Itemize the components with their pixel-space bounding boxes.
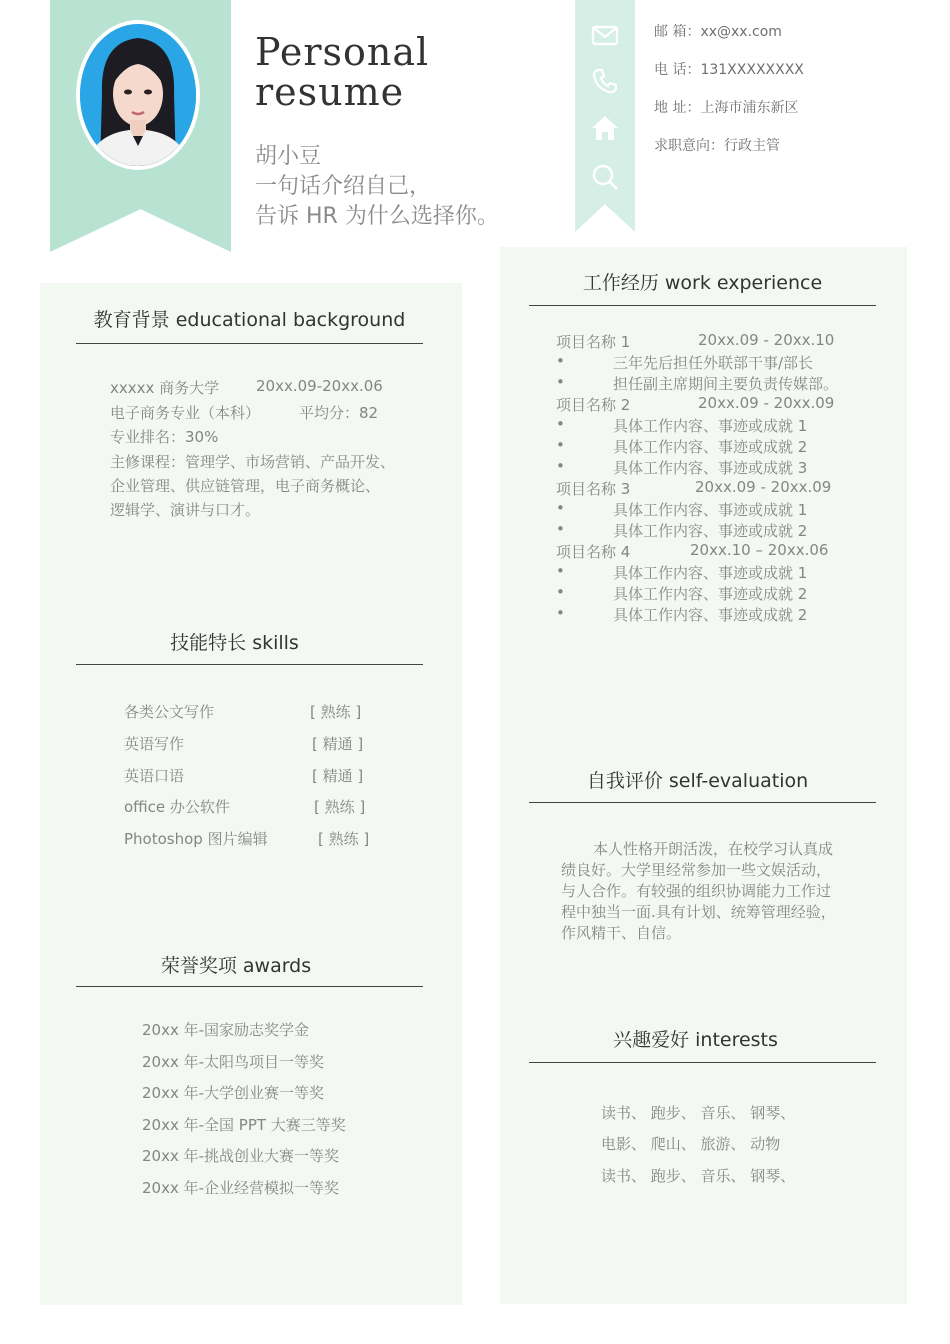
contact-objective	[654, 135, 780, 155]
intro-block	[255, 142, 499, 232]
self-eval-title: 自我评价 self-evaluation	[586, 770, 809, 792]
education-gpa: 平均分：82	[299, 404, 379, 422]
education-divider	[76, 343, 423, 344]
project-item: 具体工作内容、事迹或成就 1	[613, 564, 808, 582]
project-period: 20xx.09 - 20xx.09	[695, 478, 832, 496]
contact-phone-value: 131XXXXXXXX	[700, 62, 804, 78]
award-item: 20xx 年-企业经营模拟一等奖	[142, 1179, 340, 1197]
award-item: 20xx 年-大学创业赛一等奖	[142, 1084, 325, 1102]
education-major: 电子商务专业（本科）	[110, 404, 261, 422]
contact-phone	[654, 59, 804, 79]
intro-line-2: 告诉 HR 为什么选择你。	[255, 204, 499, 229]
bullet-icon: •	[556, 562, 565, 580]
contact-objective-value: 行政主管	[724, 138, 780, 154]
skill-level: [ 熟练 ]	[318, 830, 370, 848]
project-name: 项目名称 1	[556, 333, 631, 351]
skills-title: 技能特长 skills	[170, 632, 299, 654]
skill-name: Photoshop 图片编辑	[124, 830, 268, 848]
education-courses-1: 主修课程：管理学、市场营销、产品开发、	[110, 453, 396, 471]
bullet-icon: •	[556, 352, 565, 370]
self-eval-divider	[529, 802, 876, 803]
interests-title: 兴趣爱好 interests	[613, 1029, 778, 1051]
resume-title	[255, 32, 429, 112]
project-item: 具体工作内容、事迹或成就 2	[613, 522, 808, 540]
education-title: 教育背景 educational background	[93, 309, 406, 331]
contact-email	[654, 21, 782, 41]
awards-title: 荣誉奖项 awards	[160, 955, 312, 977]
education-period: 20xx.09-20xx.06	[256, 377, 383, 395]
interests-divider	[529, 1062, 876, 1063]
interests-line: 读书、 跑步、 音乐、 钢琴、	[601, 1104, 796, 1122]
project-item: 具体工作内容、事迹或成就 2	[613, 438, 808, 456]
project-item: 具体工作内容、事迹或成就 1	[613, 417, 808, 435]
contact-address-value: 上海市浦东新区	[700, 100, 799, 116]
contact-phone-label: 电 话：	[654, 62, 701, 78]
bullet-icon: •	[556, 373, 565, 391]
phone-icon	[590, 66, 620, 96]
skill-level: [ 熟练 ]	[310, 703, 362, 721]
skill-name: office 办公软件	[124, 798, 230, 816]
self-eval-line: 本人性格开朗活泼，在校学习认真成	[593, 840, 834, 858]
project-name: 项目名称 2	[556, 396, 631, 414]
interests-line: 电影、 爬山、 旅游、 动物	[601, 1135, 781, 1153]
awards-divider	[76, 986, 423, 987]
project-name: 项目名称 3	[556, 480, 631, 498]
title-line-2: resume	[255, 70, 405, 114]
bullet-icon: •	[556, 499, 565, 517]
bullet-icon: •	[556, 520, 565, 538]
bullet-icon: •	[556, 457, 565, 475]
project-item: 具体工作内容、事迹或成就 3	[613, 459, 808, 477]
contact-address-label: 地 址：	[654, 100, 701, 116]
contact-address	[654, 97, 798, 117]
education-school: xxxxx 商务大学	[110, 379, 220, 397]
education-courses-2: 企业管理、供应链管理，电子商务概论、	[110, 477, 381, 495]
skill-level: [ 精通 ]	[312, 735, 364, 753]
skill-name: 英语写作	[124, 735, 185, 753]
project-item: 担任副主席期间主要负责传媒部。	[613, 375, 839, 393]
self-eval-line: 程中独当一面.具有计划、统筹管理经验，	[561, 903, 836, 921]
bullet-icon: •	[556, 436, 565, 454]
skill-level: [ 精通 ]	[312, 767, 364, 785]
education-rank: 专业排名：30%	[110, 428, 219, 446]
project-item: 具体工作内容、事迹或成就 2	[613, 585, 808, 603]
skill-name: 各类公文写作	[124, 703, 215, 721]
contact-email-value: xx@xx.com	[700, 24, 782, 40]
self-eval-line: 作风精干、自信。	[561, 924, 682, 942]
avatar	[80, 24, 196, 166]
award-item: 20xx 年-太阳鸟项目一等奖	[142, 1053, 325, 1071]
work-divider	[529, 305, 876, 306]
project-period: 20xx.10 – 20xx.06	[690, 541, 829, 559]
project-item: 三年先后担任外联部干事/部长	[613, 354, 814, 372]
self-eval-line: 绩良好。大学里经常参加一些文娱活动，	[561, 861, 832, 879]
title-line-1: Personal	[255, 30, 430, 74]
skill-level: [ 熟练 ]	[314, 798, 366, 816]
bullet-icon: •	[556, 415, 565, 433]
contact-objective-label: 求职意向：	[654, 138, 724, 154]
project-item: 具体工作内容、事迹或成就 2	[613, 606, 808, 624]
award-item: 20xx 年-全国 PPT 大赛三等奖	[142, 1116, 346, 1134]
self-eval-line: 与人合作。有较强的组织协调能力工作过	[561, 882, 832, 900]
bullet-icon: •	[556, 604, 565, 622]
search-icon	[590, 162, 620, 192]
skill-name: 英语口语	[124, 767, 185, 785]
award-item: 20xx 年-挑战创业大赛一等奖	[142, 1147, 340, 1165]
work-title: 工作经历 work experience	[582, 272, 823, 294]
project-name: 项目名称 4	[556, 543, 631, 561]
bullet-icon: •	[556, 583, 565, 601]
contact-email-label: 邮 箱：	[654, 24, 701, 40]
project-item: 具体工作内容、事迹或成就 1	[613, 501, 808, 519]
project-period: 20xx.09 - 20xx.10	[698, 331, 835, 349]
avatar-portrait	[80, 24, 196, 166]
award-item: 20xx 年-国家励志奖学金	[142, 1021, 310, 1039]
project-period: 20xx.09 - 20xx.09	[698, 394, 835, 412]
interests-line: 读书、 跑步、 音乐、 钢琴、	[601, 1167, 796, 1185]
education-courses-3: 逻辑学、演讲与口才。	[110, 501, 261, 519]
mail-icon	[590, 20, 620, 50]
person-name: 胡小豆	[255, 144, 322, 169]
intro-line-1: 一句话介绍自己，	[255, 174, 432, 199]
skills-divider	[76, 664, 423, 665]
home-icon	[590, 113, 620, 143]
